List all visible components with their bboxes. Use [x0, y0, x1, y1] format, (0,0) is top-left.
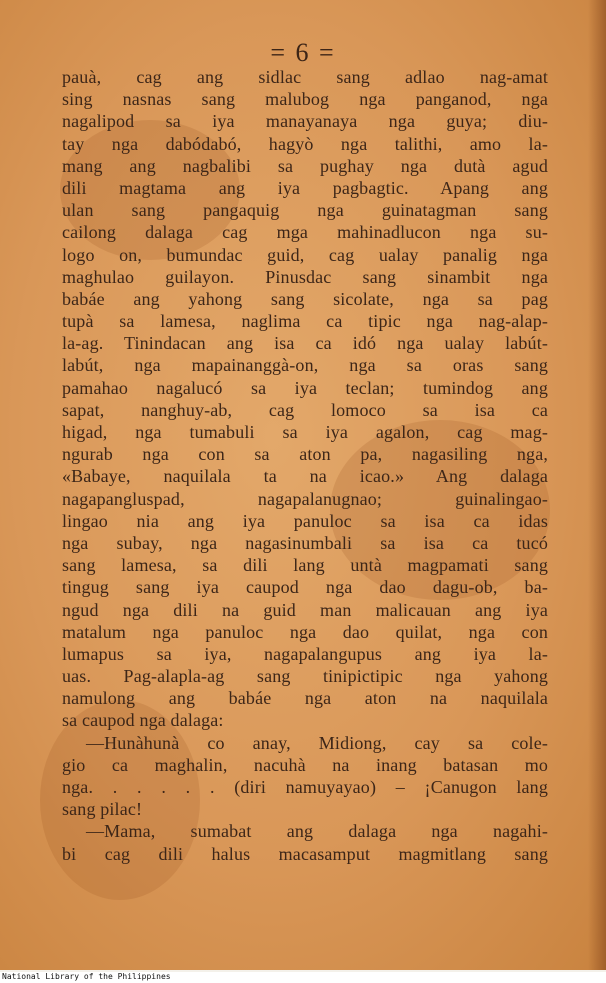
footer-bar: [0, 972, 606, 983]
text-line: tay nga dabódabó, hagyò nga talithi, amo la-: [62, 133, 548, 154]
text-line: —Hunàhunà co anay, Midiong, cay sa cole-: [86, 732, 548, 753]
text-line: maghulao guilayon. Pinusdac sang sinambit nga: [62, 266, 548, 287]
text-line: pamahao nagalucó sa iya teclan; tumindog ang: [62, 377, 548, 398]
text-line: namulong ang babáe nga aton na naquilala: [62, 688, 548, 709]
footer-attribution: National Library of the Philippines: [2, 972, 171, 981]
text-line: ngud nga dili na guid man malicauan ang iya: [62, 599, 548, 620]
text-line: «Babaye, naquilala ta na icao.» Ang dalaga: [62, 466, 548, 487]
text-line: sang lamesa, sa dili lang untà magpamati sang: [62, 555, 548, 576]
text-line: nagapangluspad, nagapalanugnao; guinalingao-: [62, 488, 548, 509]
text-line: sang pilac!: [62, 799, 143, 820]
text-line: matalum nga panuloc nga dao quilat, nga con: [62, 621, 548, 642]
text-line: lingao nia ang iya panuloc sa isa ca idas: [62, 510, 548, 531]
text-line: babáe ang yahong sang sicolate, nga sa pag: [62, 288, 548, 309]
text-line: bi cag dili halus macasamput magmitlang sang: [62, 843, 548, 864]
text-line: logo on, bumundac guid, cag ualay panalig nga: [62, 244, 548, 265]
text-line: nga. . . . . . (diri namuyayao) – ¡Canugon lang: [62, 777, 548, 797]
text-line: tupà sa lamesa, naglima ca tipic nga nag-alap-: [62, 311, 548, 332]
page-number: = 6 =: [270, 38, 336, 67]
text-line: dili magtama ang iya pagbagtic. Apang ang: [62, 177, 548, 198]
text-line: tingug sang iya caupod nga dao dagu-ob, ba-: [62, 577, 548, 598]
text-line: sapat, nanghuy-ab, cag lomoco sa isa ca: [62, 399, 548, 420]
text-line: labút, nga mapainanggà-on, nga sa oras sang: [62, 355, 548, 376]
text-line: pauà, cag ang sidlac sang adlao nag-amat: [62, 67, 548, 87]
text-line: la-ag. Tinindacan ang isa ca idó nga ualay labút-: [62, 333, 548, 354]
text-line: —Mama, sumabat ang dalaga nga nagahi-: [86, 821, 548, 842]
text-line: lumapus sa iya, nagapalangupus ang iya la-: [62, 643, 548, 664]
text-line: nagalipod sa iya manayanaya nga guya; diu-: [62, 111, 548, 132]
page-body-text: [62, 66, 548, 865]
text-line: higad, nga tumabuli sa iya agalon, cag mag-: [62, 422, 548, 442]
text-line: nga subay, nga nagasinumbali sa isa ca tucó: [62, 532, 548, 553]
text-line: gio ca maghalin, nacuhà na inang batasan mo: [62, 754, 548, 775]
text-line: sa caupod nga dalaga:: [62, 710, 224, 731]
text-line: mang ang nagbalibi sa pughay nga dutà agud: [62, 155, 548, 176]
text-line: ngurab nga con sa aton pa, nagasiling nga,: [62, 444, 548, 465]
text-line: sing nasnas sang malubog nga panganod, nga: [62, 89, 548, 110]
text-line: uas. Pag-alapla-ag sang tinipictipic nga yahong: [62, 666, 548, 687]
text-line: cailong dalaga cag mga mahinadlucon nga su-: [62, 222, 548, 243]
text-line: ulan sang pangaquig nga guinatagman sang: [62, 200, 548, 221]
